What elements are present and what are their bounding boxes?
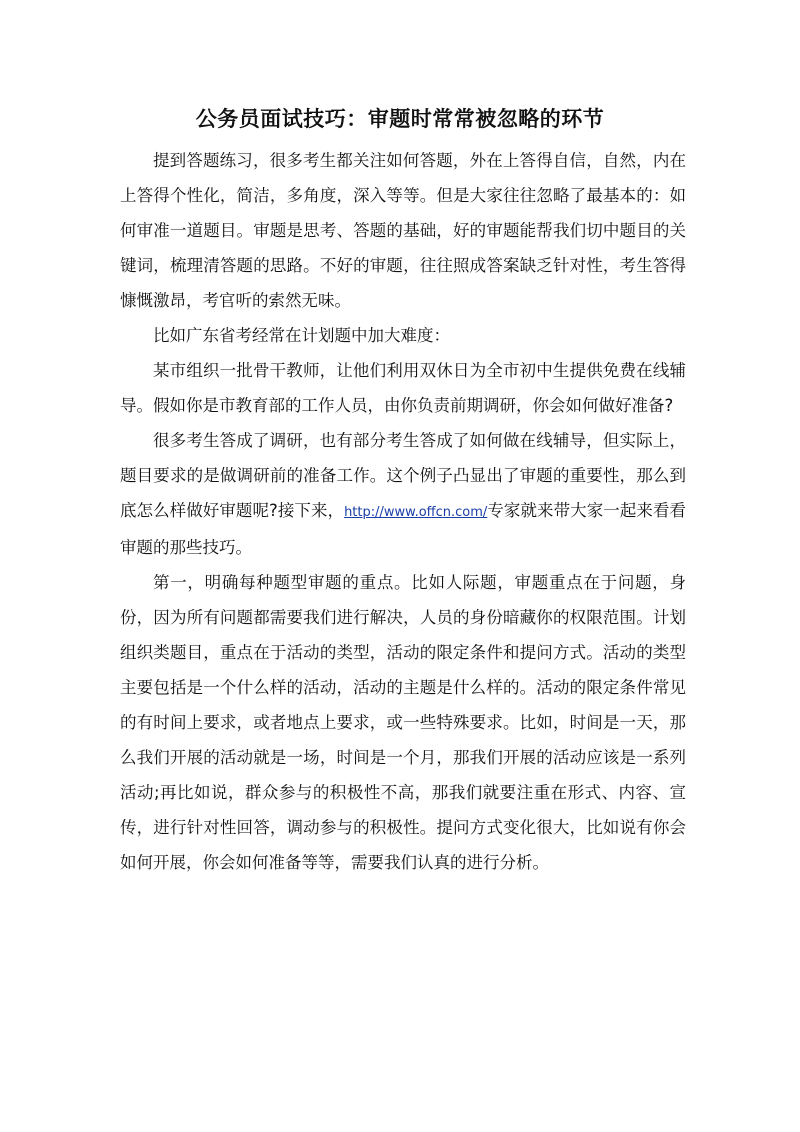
paragraph-intro: 提到答题练习，很多考生都关注如何答题，外在上答得自信，自然，内在上答得个性化，简洁，多角度，深入等等。但是大家往往忽略了最基本的：如何审准一道题目。审题是思考、答题的基础，好的审题能帮我们切中题目的关键词，梳理清答题的思路。不好的审题，往往照成答案缺乏针对性，考生答得慷慨激昂，考官听的索然无味。 <box>120 151 686 310</box>
document-body <box>120 143 686 880</box>
paragraph-tip-one: 第一，明确每种题型审题的重点。比如人际题，审题重点在于问题，身份，因为所有问题都需要我们进行解决，人员的身份暗藏你的权限范围。计划组织类题目，重点在于活动的类型，活动的限定条件和提问方式。活动的类型主要包括是一个什么样的活动，活动的主题是什么样的。活动的限定条件常见的有时间上要求，或者地点上要求，或一些特殊要求。比如，时间是一天，那么我们开展的活动就是一场，时间是一个月，那我们开展的活动应该是一系列活动;再比如说，群众参与的积极性不高，那我们就要注重在形式、内容、宣传，进行针对性回答，调动参与的积极性。提问方式变化很大，比如说有你会如何开展，你会如何准备等等，需要我们认真的进行分析。 <box>120 573 686 872</box>
document-title: 公务员面试技巧：审题时常常被忽略的环节 <box>195 107 605 131</box>
paragraph-analysis-text-start: 很多考生答成了调研，也有部分考生答成了如何做在线辅导，但实际上，题目要求的是做调研前的准备工作。这个例子凸显出了审题的重要性，那么到底怎么样做好审题呢?接下来， <box>120 431 686 520</box>
paragraph-example-lead: 比如广东省考经常在计划题中加大难度： <box>153 326 450 345</box>
paragraph-example-question: 某市组织一批骨干教师，让他们利用双休日为全市初中生提供免费在线辅导。假如你是市教育部的工作人员，由你负责前期调研，你会如何做好准备? <box>120 361 686 415</box>
offcn-link[interactable]: http://www.offcn.com/ <box>344 505 488 520</box>
paragraph-analysis <box>120 423 686 565</box>
paragraph-analysis-text-end: 专家就来带大家一起来看看审题的那些技巧。 <box>120 501 686 557</box>
